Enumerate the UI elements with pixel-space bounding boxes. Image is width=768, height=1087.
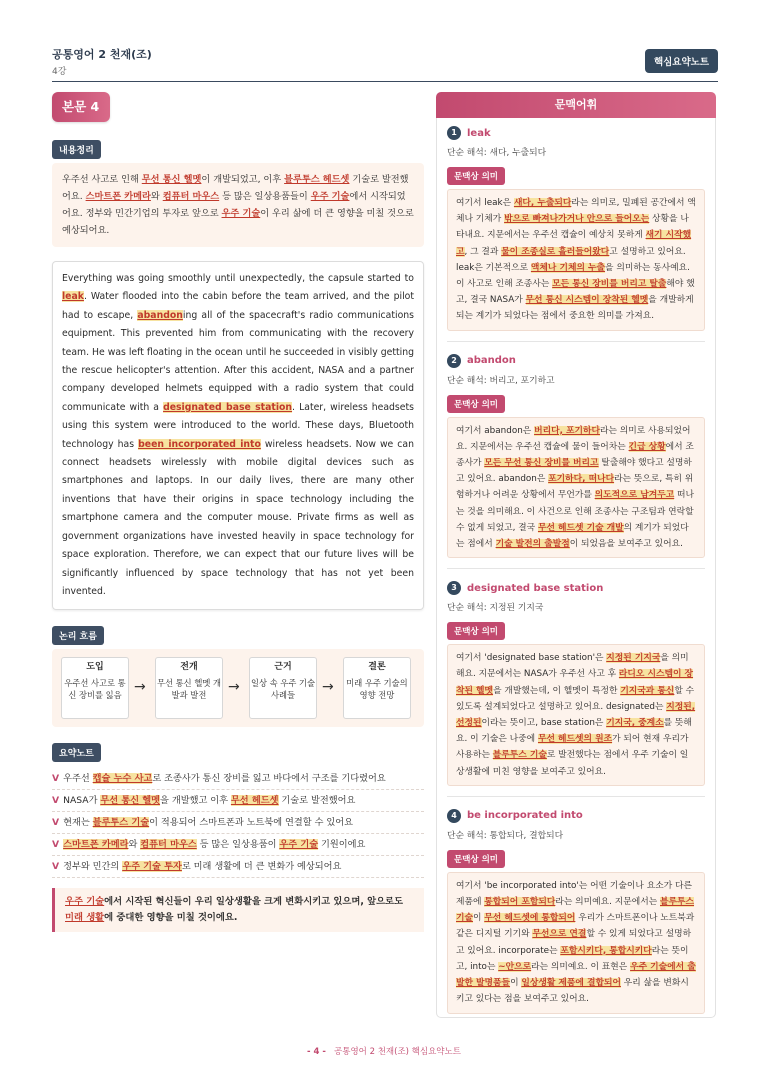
flow-step-intro: 도입 우주선 사고로 통신 장비를 잃음 (61, 657, 129, 719)
simple-meaning: 단순 해석: 통합되다, 결합되다 (447, 830, 564, 841)
right-column (436, 92, 716, 1018)
arrow-right-icon: → (134, 679, 146, 696)
vocab-panel (436, 118, 716, 1018)
list-item: V NASA가 무선 통신 헬멧을 개발했고 이후 무선 헤드셋 기술로 발전했어요 (52, 790, 424, 812)
vocab-item-designated-base-station: 3 designated base station 단순 해석: 지정된 기지국 문맥상 의미 여기서 'designated base station'은 지정된 기지국을 의미해요. 지문에서는 NASA가 우주선 사고 후 라디오 시스템이 장착된 헬멧을 개발했는데, 이 헬멧이 특정한 기지국과 통신할 수 있도록 설계되었다고 설명하고 있어요. designated는 지정된, 선정된이라는 뜻이고, base station은 기지국, 중계소를 뜻해요. 이 기술은 나중에 무선 헤드셋의 원조가 되어 현재 우리가 사용하는 블루투스 기술로 발전했다는 점에서 우주 기술이 일상생활에 미친 영향을 보여주고 있어요. (447, 581, 705, 786)
simple-meaning: 단순 해석: 지정된 기지국 (447, 603, 544, 614)
vocab-panel-title: 문맥어휘 (436, 92, 716, 118)
arrow-right-icon: → (322, 679, 334, 696)
meaning-tag: 문맥상 의미 (447, 395, 505, 413)
meaning-tag: 문맥상 의미 (447, 622, 505, 640)
vocab-word: abandon (467, 355, 516, 367)
list-item: V 스마트폰 카메라와 컴퓨터 마우스 등 많은 일상용품이 우주 기술 기원이에요 (52, 834, 424, 856)
key-message: 우주 기술에서 시작된 혁신들이 우리 일상생활을 크게 변화시키고 있으며, 앞으로도 미래 생활에 중대한 영향을 미칠 것이에요. (52, 888, 424, 932)
context-meaning: 여기서 abandon은 버리다, 포기하다라는 의미로 사용되었어요. 지문에서는 우주선 캡슐에 물이 들어차는 긴급 상황에서 조종사가 모든 무선 통신 장비를 버리고 탈출해야 했다고 설명하고 있어요. abandon은 포기하다, 떠나다라는 뜻으로, 특히 위험하거나 어려운 상황에서 무언가를 의도적으로 남겨두고 떠나는 것을 의미해요. 이 사건으로 인해 조종사는 구조팀과 연락할 수 없게 되었고, 결국 무선 헤드셋 기술 개발의 계기가 되었다는 점에서 기술 발전의 출발점이 되었음을 보여주고 있어요. (447, 417, 705, 559)
logic-flow (52, 649, 424, 727)
simple-meaning: 단순 해석: 버리고, 포기하고 (447, 375, 555, 386)
vocab-word: be incorporated into (467, 810, 583, 822)
list-item: V 우주선 캡슐 누수 사고로 조종사가 통신 장비를 잃고 바다에서 구조를 기다렸어요 (52, 768, 424, 790)
list-item: V 현재는 블루투스 기술이 적용되어 스마트폰과 노트북에 연결할 수 있어요 (52, 812, 424, 834)
content-summary: 우주선 사고로 인해 무선 통신 헬멧이 개발되었고, 이후 블루투스 헤드셋 기술로 발전했어요. 스마트폰 카메라와 컴퓨터 마우스 등 많은 일상용품들이 우주 기술에서 시작되었어요. 정부와 민간기업의 투자로 앞으로 우주 기술이 우리 삶에 더 큰 영향을 미칠 것으로 예상되어요. (52, 163, 424, 247)
left-column (52, 92, 424, 932)
summary-notes (52, 768, 424, 878)
flow-step-conclusion: 결론 미래 우주 기술의 영향 전망 (343, 657, 411, 719)
document-title: 공통영어 2 천재(조) (52, 48, 152, 61)
meaning-tag: 문맥상 의미 (447, 167, 505, 185)
english-passage: Everything was going smoothly until unexpectedly, the capsule started to leak. Water flooded into the cabin before the team arrived, and the pilot had to escape, abandoning all of the spacecraft's radio communications equipment. This prevented him from communicating with the recovery team. He was left floating in the ocean until he succeeded in visibly getting the rescue helicopter's attention. After this accident, NASA and a partner company developed helmets equipped with a radio system that could communicate with a designated base station. Later, wireless headsets using this system were introduced to the world. These days, Bluetooth technology has been incorporated into wireless headsets. Now we can connect headsets wirelessly with mobile digital devices such as smartphones and laptops. In our daily lives, there are many other inventions that have their origins in space technology including the smartphone camera and the computer mouse. Private firms as well as government organizations have invested heavily in space technology for space exploration. Therefore, we can expect that our future lives will be significantly influenced by space technology that has not yet been invented. (52, 261, 424, 610)
notes-tag: 요약노트 (52, 743, 101, 762)
vocab-word: leak (467, 127, 491, 139)
summary-tag: 내용정리 (52, 140, 101, 159)
arrow-right-icon: → (228, 679, 240, 696)
section-title: 본문 4 (52, 92, 110, 122)
simple-meaning: 단순 해석: 새다, 누출되다 (447, 148, 547, 158)
context-meaning: 여기서 'designated base station'은 지정된 기지국을 의미해요. 지문에서는 NASA가 우주선 사고 후 라디오 시스템이 장착된 헬멧을 개발했는데, 이 헬멧이 특정한 기지국과 통신할 수 있도록 설계되었다고 설명하고 있어요. designated는 지정된, 선정된이라는 뜻이고, base station은 기지국, 중계소를 뜻해요. 이 기술은 나중에 무선 헤드셋의 원조가 되어 현재 우리가 사용하는 블루투스 기술로 발전했다는 점에서 우주 기술이 일상생활에 미친 영향을 보여주고 있어요. (447, 644, 705, 786)
flow-tag: 논리 흐름 (52, 626, 104, 645)
flow-step-development: 전개 무선 통신 헬멧 개발과 발전 (155, 657, 223, 719)
flow-step-evidence: 근거 일상 속 우주 기술 사례들 (249, 657, 317, 719)
vocab-item-be-incorporated-into: 4 be incorporated into 단순 해석: 통합되다, 결합되다 문맥상 의미 여기서 'be incorporated into'는 어떤 기술이나 요소가 다른 제품에 통합되어 포함되다라는 의미예요. 지문에서는 블루투스 기술이 무선 헤드셋에 통합되어 우리가 스마트폰이나 노트북과 같은 디지털 기기와 무선으로 연결할 수 있게 되었다고 설명하고 있어요. incorporate는 포함시키다, 통합시키다라는 뜻이고, into는 ~안으로라는 의미예요. 이 표현은 우주 기술에서 출발한 발명품들이 일상생활 제품에 결합되어 우리 삶을 변화시키고 있다는 점을 보여주고 있어요. (447, 809, 705, 1014)
footer-text: 공통영어 2 천재(조) 핵심요약노트 (334, 1047, 461, 1057)
list-item: V 정부와 민간의 우주 기술 투자로 미래 생활에 더 큰 변화가 예상되어요 (52, 856, 424, 878)
page-header (52, 44, 718, 82)
page-footer (0, 1045, 768, 1057)
vocab-item-abandon: 2 abandon 단순 해석: 버리고, 포기하고 문맥상 의미 여기서 abandon은 버리다, 포기하다라는 의미로 사용되었어요. 지문에서는 우주선 캡슐에 물이 들어차는 긴급 상황에서 조종사가 모든 무선 통신 장비를 버리고 탈출해야 했다고 설명하고 있어요. abandon은 포기하다, 떠나다라는 뜻으로, 특히 위험하거나 어려운 상황에서 무언가를 의도적으로 남겨두고 떠나는 것을 의미해요. 이 사건으로 인해 조종사는 구조팀과 연락할 수 없게 되었고, 결국 무선 헤드셋 기술 개발의 계기가 되었다는 점에서 기술 발전의 출발점이 되었음을 보여주고 있어요. (447, 354, 705, 559)
note-type-badge: 핵심요약노트 (645, 49, 718, 73)
vocab-item-leak: 1 leak 단순 해석: 새다, 누출되다 문맥상 의미 여기서 leak은 새다, 누출되다라는 의미로, 밀폐된 공간에서 액체나 기체가 밖으로 빠져나가거나 안으로 들어오는 상황을 나타내요. 지문에서는 우주선 캡슐이 예상치 못하게 새기 시작했고, 그 결과 물이 조종실로 흘러들어왔다고 설명하고 있어요. leak은 기본적으로 액체나 기체의 누출을 의미하는 동사예요. 이 사고로 인해 조종사는 모든 통신 장비를 버리고 탈출해야 했고, 결국 NASA가 무선 통신 시스템이 장착된 헬멧을 개발하게 되는 계기가 되었다는 점에서 중요한 의미를 가져요. (447, 126, 705, 331)
page-number: - 4 - (307, 1047, 326, 1057)
meaning-tag: 문맥상 의미 (447, 850, 505, 868)
context-meaning: 여기서 leak은 새다, 누출되다라는 의미로, 밀폐된 공간에서 액체나 기체가 밖으로 빠져나가거나 안으로 들어오는 상황을 나타내요. 지문에서는 우주선 캡슐이 예상치 못하게 새기 시작했고, 그 결과 물이 조종실로 흘러들어왔다고 설명하고 있어요. leak은 기본적으로 액체나 기체의 누출을 의미하는 동사예요. 이 사고로 인해 조종사는 모든 통신 장비를 버리고 탈출해야 했고, 결국 NASA가 무선 통신 시스템이 장착된 헬멧을 개발하게 되는 계기가 되었다는 점에서 중요한 의미를 가져요. (447, 189, 705, 331)
context-meaning: 여기서 'be incorporated into'는 어떤 기술이나 요소가 다른 제품에 통합되어 포함되다라는 의미예요. 지문에서는 블루투스 기술이 무선 헤드셋에 통합되어 우리가 스마트폰이나 노트북과 같은 디지털 기기와 무선으로 연결할 수 있게 되었다고 설명하고 있어요. incorporate는 포함시키다, 통합시키다라는 뜻이고, into는 ~안으로라는 의미예요. 이 표현은 우주 기술에서 출발한 발명품들이 일상생활 제품에 결합되어 우리 삶을 변화시키고 있다는 점을 보여주고 있어요. (447, 872, 705, 1014)
vocab-word: designated base station (467, 582, 604, 594)
lesson-number: 4강 (52, 67, 67, 77)
